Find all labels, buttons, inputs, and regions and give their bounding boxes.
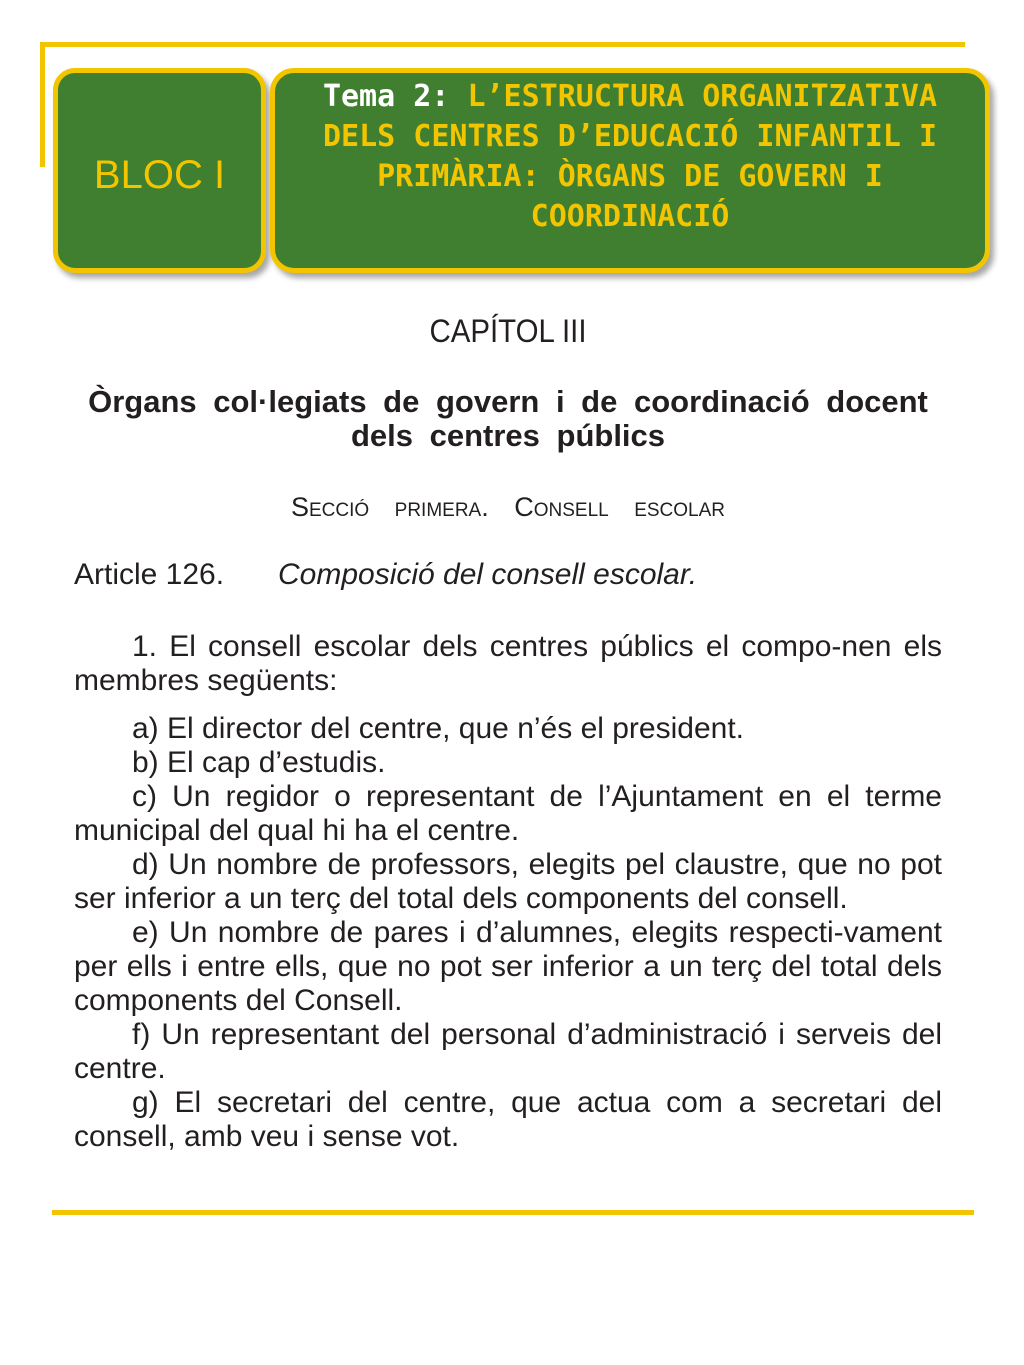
tema-prefix: Tema 2: xyxy=(322,79,468,114)
section-heading: Secció primera. Consell escolar xyxy=(290,492,726,522)
chapter-title: Òrgans col·legiats de govern i de coordinació docent dels centres públics xyxy=(88,384,928,453)
chapter-heading: CAPÍTOL III xyxy=(429,313,587,349)
list-item: c) Un regidor o representant de l’Ajuntament en el terme municipal del qual hi ha el centre. xyxy=(74,780,942,847)
bottom-divider-line xyxy=(52,1210,974,1215)
article-title: Composició del consell escolar. xyxy=(278,558,698,591)
tema-heading xyxy=(275,77,985,237)
list-item: d) Un nombre de professors, elegits pel claustre, que no pot ser inferior a un terç del total dels components del consell. xyxy=(74,848,942,915)
member-list xyxy=(74,712,942,1154)
article-heading xyxy=(74,558,942,592)
top-divider-line xyxy=(40,42,965,47)
paragraph-1: 1. El consell escolar dels centres públics el compo-nen els membres següents: xyxy=(74,630,942,697)
list-item: g) El secretari del centre, que actua com a secretari del consell, amb veu i sense vot. xyxy=(74,1086,942,1153)
bloc-badge xyxy=(53,68,266,273)
article-number: Article 126. xyxy=(74,558,225,591)
list-item: e) Un nombre de pares i d’alumnes, elegits respecti-vament per ells i entre ells, que no pot ser inferior a un terç del total dels components del Consell. xyxy=(74,916,942,1017)
list-item: a) El director del centre, que n’és el president. xyxy=(132,712,744,745)
tema-banner xyxy=(270,68,990,273)
list-item: f) Un representant del personal d’administració i serveis del centre. xyxy=(74,1018,942,1085)
bloc-label: BLOC I xyxy=(93,153,226,197)
tema-title: L’ESTRUCTURA ORGANITZATIVA DELS CENTRES D’EDUCACIÓ INFANTIL I PRIMÀRIA: ÒRGANS DE GOVERN I COORDINACIÓ xyxy=(322,79,938,234)
left-divider-line xyxy=(40,42,45,167)
list-item: b) El cap d’estudis. xyxy=(132,746,386,779)
